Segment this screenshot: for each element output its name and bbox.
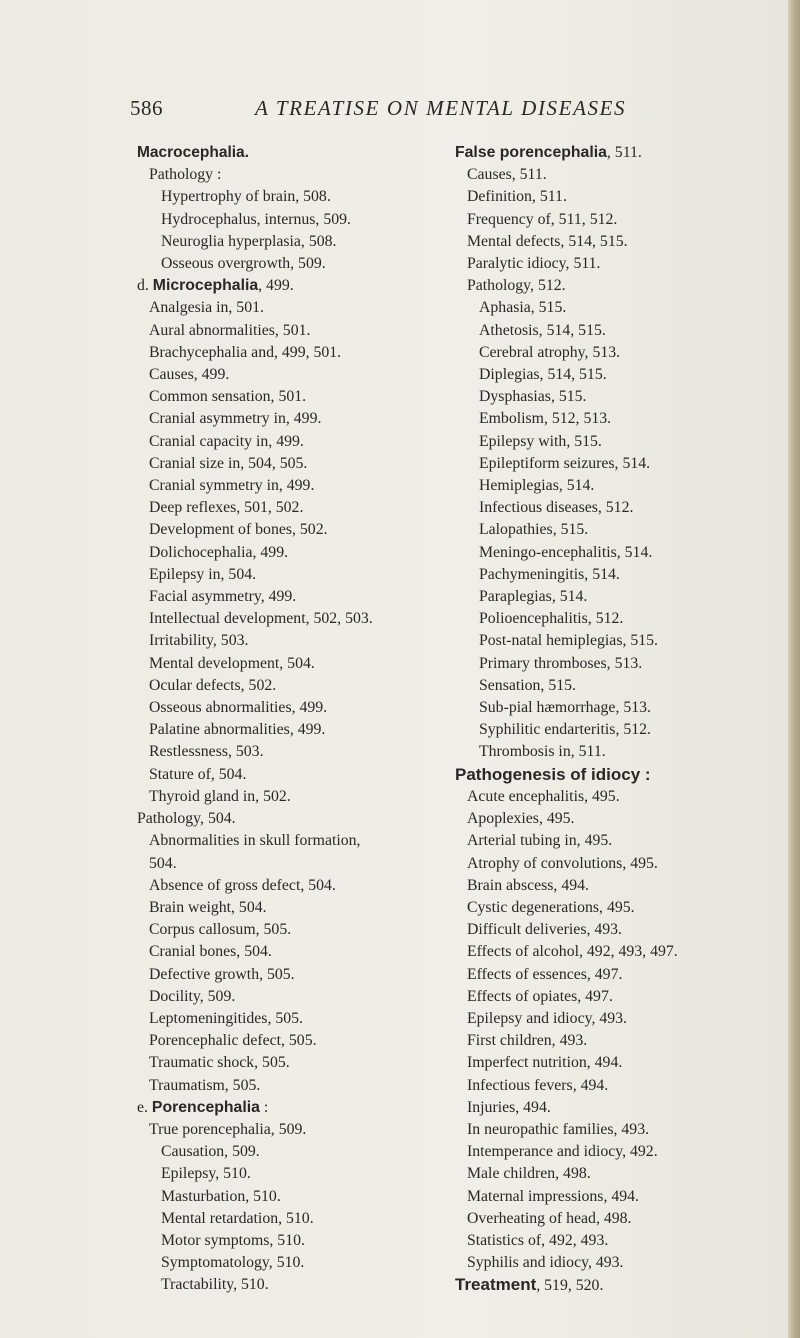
index-entry: Facial asymmetry, 499.: [149, 588, 297, 606]
index-entry: Epilepsy and idiocy, 493.: [467, 1009, 627, 1027]
index-entry: Aphasia, 515.: [479, 299, 567, 317]
index-entry: Cranial size in, 504, 505.: [149, 454, 308, 472]
index-entry: Cranial bones, 504.: [149, 943, 272, 961]
index-entry: Neuroglia hyperplasia, 508.: [161, 232, 337, 250]
index-entry: Traumatism, 505.: [149, 1076, 261, 1094]
index-heading: [455, 142, 785, 164]
index-entry: Imperfect nutrition, 494.: [467, 1054, 623, 1072]
index-heading-suffix: :: [259, 1098, 269, 1116]
index-entry: Intellectual development, 502, 503.: [149, 610, 373, 628]
index-heading-suffix: , 519, 520.: [536, 1277, 604, 1295]
index-entry: 504.: [149, 854, 177, 872]
index-entry: Intemperance and idiocy, 492.: [467, 1143, 658, 1161]
index-entry: Development of bones, 502.: [149, 521, 328, 539]
index-entry: Hemiplegias, 514.: [479, 477, 595, 495]
index-heading: Macrocephalia.: [137, 144, 249, 161]
index-entry: Pachymeningitis, 514.: [479, 565, 620, 583]
index-entry: Palatine abnormalities, 499.: [149, 721, 326, 739]
index-entry: Abnormalities in skull formation,: [149, 832, 361, 850]
index-entry: Arterial tubing in, 495.: [467, 832, 613, 850]
index-entry: Docility, 509.: [149, 987, 236, 1005]
index-entry: Athetosis, 514, 515.: [479, 321, 606, 339]
index-entry: Statistics of, 492, 493.: [467, 1231, 609, 1249]
index-entry: Effects of essences, 497.: [467, 965, 623, 983]
index-entry: Epilepsy with, 515.: [479, 432, 602, 450]
index-entry: Motor symptoms, 510.: [161, 1231, 305, 1249]
index-heading-prefix: e.: [137, 1098, 152, 1116]
index-entry: First children, 493.: [467, 1032, 588, 1050]
page-edge: [788, 0, 800, 1338]
index-entry: Tractability, 510.: [161, 1276, 269, 1294]
index-entry: Thrombosis in, 511.: [479, 743, 606, 761]
index-entry: Leptomeningitides, 505.: [149, 1009, 303, 1027]
index-entry: Causation, 509.: [161, 1143, 260, 1161]
index-entry: Male children, 498.: [467, 1165, 591, 1183]
index-entry: Common sensation, 501.: [149, 388, 307, 406]
index-entry: Brain weight, 504.: [149, 898, 267, 916]
index-entry: Dolichocephalia, 499.: [149, 543, 289, 561]
index-entry: Cranial asymmetry in, 499.: [149, 410, 322, 428]
index-heading: [137, 275, 437, 297]
index-entry: In neuropathic families, 493.: [467, 1120, 650, 1138]
index-entry: Lalopathies, 515.: [479, 521, 589, 539]
index-entry: Traumatic shock, 505.: [149, 1054, 290, 1072]
index-entry: Brain abscess, 494.: [467, 876, 589, 894]
index-entry: Maternal impressions, 494.: [467, 1187, 639, 1205]
page-number: 586: [130, 96, 163, 120]
index-heading: [455, 1274, 785, 1297]
page-header: [130, 96, 650, 126]
index-entry: Apoplexies, 495.: [467, 810, 575, 828]
index-entry: Hypertrophy of brain, 508.: [161, 188, 331, 206]
index-entry: Irritability, 503.: [149, 632, 249, 650]
index-entry: Syphilitic endarteritis, 512.: [479, 721, 651, 739]
index-entry: Epileptiform seizures, 514.: [479, 454, 651, 472]
index-entry: Infectious diseases, 512.: [479, 499, 634, 517]
index-entry: Brachycephalia and, 499, 501.: [149, 343, 342, 361]
index-entry: Polioencephalitis, 512.: [479, 610, 624, 628]
index-entry: Restlessness, 503.: [149, 743, 264, 761]
index-entry: Overheating of head, 498.: [467, 1209, 632, 1227]
index-entry: Paralytic idiocy, 511.: [467, 255, 601, 273]
index-entry: Meningo-encephalitis, 514.: [479, 543, 653, 561]
index-entry: Paraplegias, 514.: [479, 588, 588, 606]
index-heading-suffix: , 499.: [258, 277, 294, 295]
index-entry: Dysphasias, 515.: [479, 388, 587, 406]
index-entry: Epilepsy in, 504.: [149, 565, 257, 583]
index-entry: Injuries, 494.: [467, 1098, 551, 1116]
index-entry: Diplegias, 514, 515.: [479, 366, 607, 384]
index-entry: Effects of opiates, 497.: [467, 987, 613, 1005]
index-entry: Pathology :: [149, 166, 222, 184]
index-entry: Mental development, 504.: [149, 654, 315, 672]
index-entry: Analgesia in, 501.: [149, 299, 264, 317]
index-entry: Definition, 511.: [467, 188, 567, 206]
index-heading: Pathogenesis of idiocy :: [455, 764, 651, 784]
index-entry: Frequency of, 511, 512.: [467, 210, 618, 228]
index-entry: Effects of alcohol, 492, 493, 497.: [467, 943, 678, 961]
index-entry: Embolism, 512, 513.: [479, 410, 612, 428]
index-entry: Epilepsy, 510.: [161, 1165, 251, 1183]
index-entry: Mental defects, 514, 515.: [467, 232, 628, 250]
index-entry: Porencephalic defect, 505.: [149, 1032, 317, 1050]
index-entry: Cystic degenerations, 495.: [467, 898, 635, 916]
running-title: A TREATISE ON MENTAL DISEASES: [255, 96, 627, 120]
index-entry: Absence of gross defect, 504.: [149, 876, 336, 894]
index-entry: Defective growth, 505.: [149, 965, 295, 983]
index-entry: Stature of, 504.: [149, 765, 247, 783]
index-entry: Cerebral atrophy, 513.: [479, 343, 621, 361]
index-entry: Aural abnormalities, 501.: [149, 321, 311, 339]
index-entry: Syphilis and idiocy, 493.: [467, 1254, 624, 1272]
index-entry: Corpus callosum, 505.: [149, 921, 292, 939]
index-entry: Deep reflexes, 501, 502.: [149, 499, 304, 517]
index-heading-term: False porencephalia: [455, 144, 607, 161]
index-heading-prefix: d.: [137, 277, 153, 295]
index-entry: Pathology, 512.: [467, 277, 566, 295]
index-entry: Sensation, 515.: [479, 676, 576, 694]
index-heading-suffix: , 511.: [606, 144, 642, 161]
index-entry: Causes, 499.: [149, 366, 230, 384]
index-entry: Causes, 511.: [467, 166, 547, 184]
index-entry: Osseous overgrowth, 509.: [161, 255, 326, 273]
index-entry: Post-natal hemiplegias, 515.: [479, 632, 659, 650]
index-entry: Sub-pial hæmorrhage, 513.: [479, 699, 651, 717]
index-entry: Primary thromboses, 513.: [479, 654, 643, 672]
index-heading-term: Treatment: [455, 1275, 537, 1295]
index-entry: Cranial symmetry in, 499.: [149, 477, 315, 495]
index-entry: Ocular defects, 502.: [149, 676, 277, 694]
index-column-left: [137, 142, 437, 1297]
index-entry: Symptomatology, 510.: [161, 1254, 305, 1272]
index-entry: Hydrocephalus, internus, 509.: [161, 210, 351, 228]
index-column-right: [455, 142, 785, 1298]
index-heading: Pathology, 504.: [137, 810, 236, 828]
index-entry: Masturbation, 510.: [161, 1187, 281, 1205]
index-entry: Osseous abnormalities, 499.: [149, 699, 328, 717]
index-heading-term: Porencephalia: [151, 1098, 260, 1116]
index-entry: Difficult deliveries, 493.: [467, 921, 623, 939]
index-heading: [137, 1097, 437, 1119]
index-entry: Thyroid gland in, 502.: [149, 787, 291, 805]
index-entry: Acute encephalitis, 495.: [467, 787, 620, 805]
index-heading-term: Microcephalia: [152, 277, 259, 295]
index-entry: Atrophy of convolutions, 495.: [467, 854, 658, 872]
index-entry: Infectious fevers, 494.: [467, 1076, 609, 1094]
index-entry: Cranial capacity in, 499.: [149, 432, 304, 450]
index-entry: True porencephalia, 509.: [149, 1120, 307, 1138]
index-entry: Mental retardation, 510.: [161, 1209, 314, 1227]
